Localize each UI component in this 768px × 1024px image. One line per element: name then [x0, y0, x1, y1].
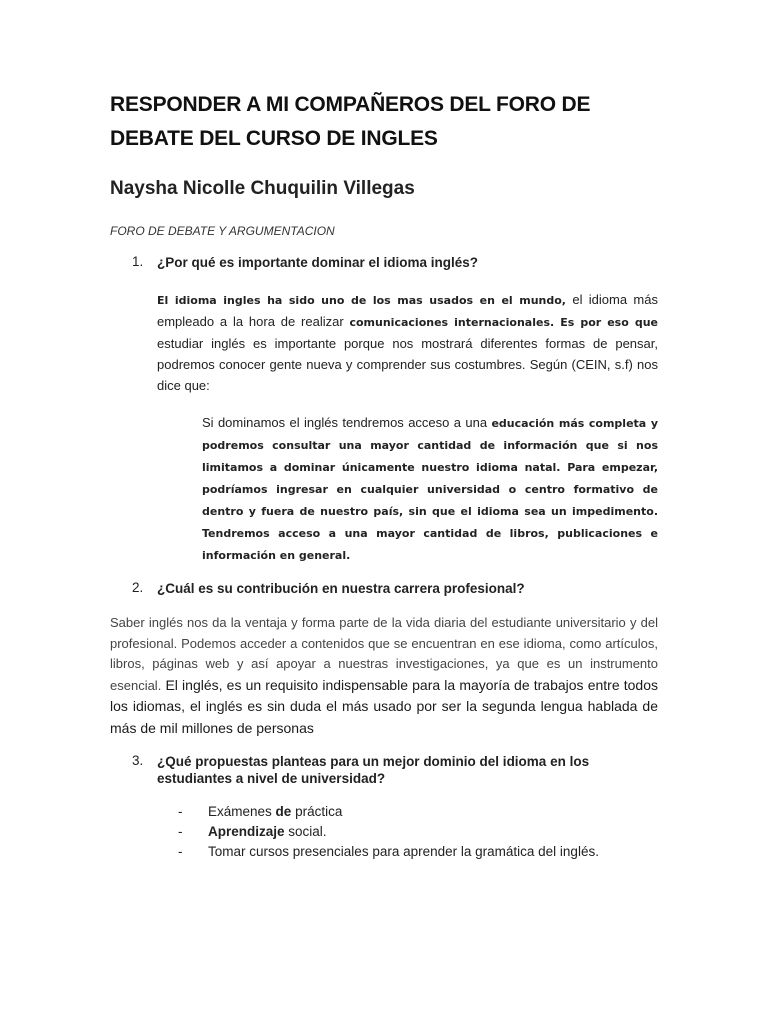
answer-1-quote [202, 412, 658, 566]
answer-2-text-2: El inglés, es un requisito indispensable para la mayoría de trabajos entre todos los idiomas, el inglés es sin duda el más usado por ser la segunda lengua hablada de más de mil millones de personas [110, 676, 658, 736]
answer-2-text-1: Saber inglés nos da la ventaja y forma parte de la vida diaria del estudiante universitario y del profesional. Podemos acceder a contenidos que se encuentran en ese idioma, como artículos, libros, páginas web y así apoyar a nuestras investigaciones, ya que es un instrumento esencial. [110, 615, 658, 693]
answer-1-text-1: el idioma más empleado a la hora de realizar [157, 292, 658, 329]
question-3 [110, 753, 658, 787]
answer-2-paragraph [110, 613, 658, 739]
answer-1-bold-2: comunicaciones internacionales. Es por eso que [349, 316, 658, 329]
list-item-text: Exámenes [208, 804, 276, 819]
list-item [178, 803, 658, 820]
question-2-number: 2. [132, 580, 144, 595]
question-2 [110, 580, 658, 597]
title-line-2: DEBATE DEL CURSO DE INGLES [110, 127, 438, 150]
question-3-number: 3. [132, 753, 144, 768]
document-title [110, 88, 658, 156]
question-1-text: ¿Por qué es importante dominar el idioma inglés? [157, 255, 479, 270]
question-2-text: ¿Cuál es su contribución en nuestra carrera profesional? [157, 581, 525, 596]
question-1-number: 1. [132, 254, 144, 269]
list-item [178, 823, 658, 840]
question-3-text: ¿Qué propuestas planteas para un mejor dominio del idioma en los estudiantes a nivel de universidad? [157, 754, 590, 786]
list-item-text: Tomar cursos presenciales para aprender la gramática del inglés. [208, 844, 599, 859]
proposals-list [178, 803, 658, 860]
answer-1-bold-1: El idioma ingles ha sido uno de los mas usados en el mundo, [157, 294, 566, 307]
list-dash: - [178, 824, 183, 839]
list-item [178, 843, 658, 860]
list-item-bold: Aprendizaje [208, 824, 285, 839]
quote-bold: educación más completa y podremos consultar una mayor cantidad de información que si nos limitamos a dominar únicamente nuestro idioma natal. Para empezar, podríamos ingresar en cualquier universidad o centro formativo de dentro y fuera de nuestro país, sin que el idioma sea un impedimento. Tendremos acceso a una mayor cantidad de libros, publicaciones e información en general. [202, 417, 658, 562]
list-item-text-end: social. [284, 824, 327, 839]
list-dash: - [178, 804, 183, 819]
quote-text-1: Si dominamos el inglés tendremos acceso a una [202, 415, 492, 430]
title-line-1: RESPONDER A MI COMPAÑEROS DEL FORO DE [110, 93, 591, 116]
list-item-text-end: práctica [291, 804, 343, 819]
question-1 [110, 254, 658, 271]
answer-1-paragraph [157, 289, 658, 396]
author-name: Naysha Nicolle Chuquilin Villegas [110, 178, 415, 199]
document-subtitle: FORO DE DEBATE Y ARGUMENTACION [110, 224, 335, 238]
list-item-bold: de [275, 804, 292, 819]
list-dash: - [178, 844, 183, 859]
answer-1-text-2: estudiar inglés es importante porque nos mostrará diferentes formas de pensar, podremos conocer gente nueva y comprender sus costumbres. Según (CEIN, s.f) nos dice que: [157, 336, 658, 393]
